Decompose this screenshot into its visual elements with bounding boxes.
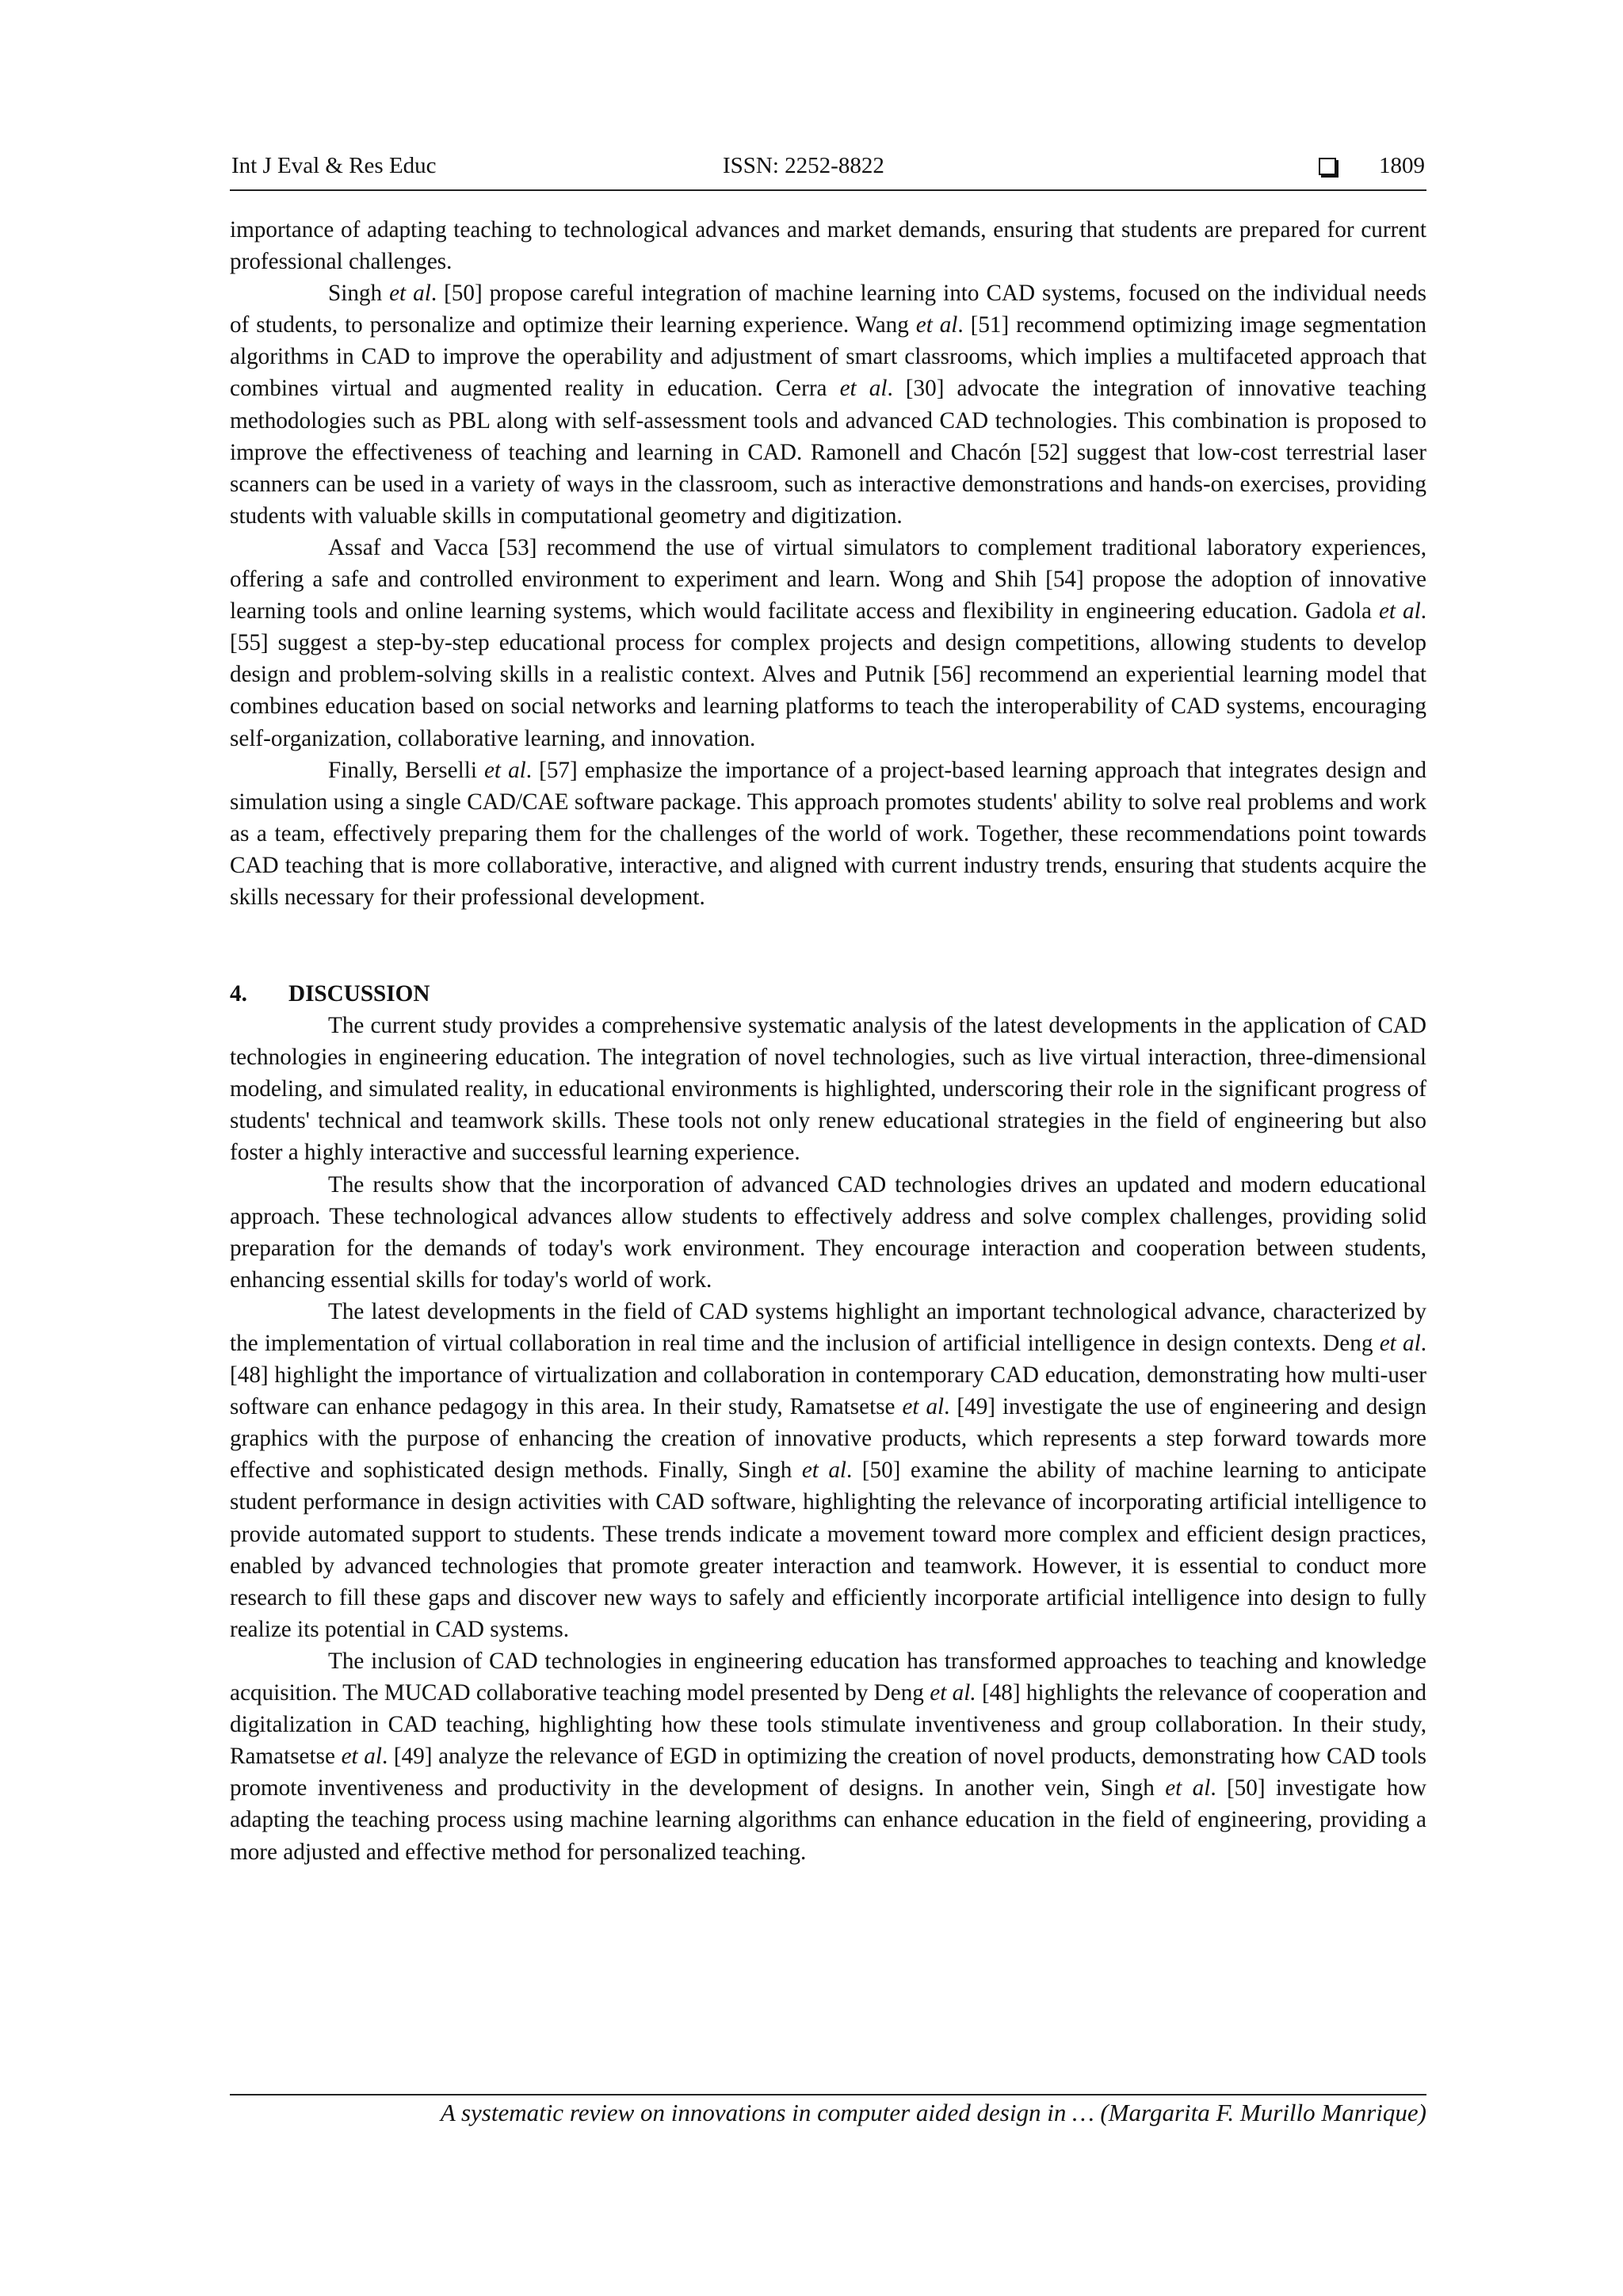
- italic-text: et al: [1378, 598, 1421, 625]
- paragraphs-after-section: [230, 1010, 1426, 1868]
- text-run: The latest developments in the field of CAD systems highlight an important technological advance, characterized by the implementation of virtual collaboration in real time and the inclusion of artificial intelligence in design contexts. Deng: [230, 1298, 1426, 1356]
- section-spacer: [230, 913, 1426, 946]
- paragraph: [230, 532, 1426, 755]
- paragraph: [230, 755, 1426, 913]
- text-run: . [30] advocate the integration of innovative teaching methodologies such as PBL along with self-assessment tools and advanced CAD technologies. This combination is proposed to improve the effectiveness of teaching and learning in CAD. Ramonell and Chacón [52] suggest that low-cost terrestrial laser scanners can be used in a variety of ways in the classroom, such as interactive demonstrations and hands-on exercises, providing students with valuable skills in computational geometry and digitization.: [230, 376, 1426, 529]
- paragraph: [230, 214, 1426, 277]
- italic-text: et al: [1379, 1331, 1421, 1356]
- text-run: [48] highlights the relevance of cooperation and digitalization in CAD teaching, highlighting how these tools stimulate inventiveness and group collaboration. In their study, Ramatsetse: [230, 1680, 1426, 1770]
- page-footer: [230, 2094, 1426, 2127]
- running-title: A systematic review on innovations in computer aided design in … (Margarita F. Murillo Manrique): [440, 2099, 1426, 2126]
- section-heading: [230, 978, 1426, 1010]
- text-run: . [50] propose careful integration of machine learning into CAD systems, focused on the individual needs of students, to personalize and optimize their learning experience. Wang: [230, 281, 1427, 338]
- text-run: . [55] suggest a step-by-step educational process for complex projects and design competitions, allowing students to develop design and problem-solving skills in a realistic context. Alves and Putnik [56] recommend an experiential learning model that combines education based on social networks and learning platforms to teach the interoperability of CAD systems, encouraging self-organization, collaborative learning, and innovation.: [230, 598, 1426, 751]
- text-run: . [49] analyze the relevance of EGD in optimizing the creation of novel products, demonstrating how CAD tools promote inventiveness and productivity in the development of designs. In another vein, Singh: [230, 1744, 1426, 1801]
- square-box-icon: [1319, 158, 1336, 175]
- body-text: [230, 214, 1426, 1868]
- italic-text: et al: [839, 376, 888, 402]
- paragraph: [230, 1010, 1426, 1168]
- text-run: The results show that the incorporation of advanced CAD technologies drives an updated and modern educational approach. These technological advances allow students to effectively address and solve complex challenges, providing solid preparation for the demands of today's work environment. They encourage interaction and cooperation between students, enhancing essential skills for today's world of work.: [230, 1171, 1426, 1293]
- italic-text: et al.: [930, 1680, 976, 1706]
- text-run: . [48] highlight the importance of virtualization and collaboration in contemporary CAD education, demonstrating how multi-user software can enhance pedagogy in this area. In their study, Ramatsetse: [230, 1331, 1426, 1420]
- text-run: . [51] recommend optimizing image segmentation algorithms in CAD to improve the operability and adjustment of smart classrooms, which implies a multifaceted approach that combines virtual and augmented reality in education. Cerra: [230, 312, 1426, 402]
- page-header: [230, 153, 1426, 191]
- text-run: The inclusion of CAD technologies in engineering education has transformed approaches to teaching and knowledge acquisition. The MUCAD collaborative teaching model presented by Deng: [230, 1648, 1426, 1706]
- italic-text: et al: [389, 281, 431, 307]
- section-number: 4.: [230, 981, 247, 1007]
- paragraph: [230, 1645, 1426, 1868]
- text-run: The current study provides a comprehensive systematic analysis of the latest developments in the application of CAD technologies in engineering education. The integration of novel technologies, such as live virtual interaction, three-dimensional modeling, and simulated reality, in educational environments is highlighted, underscoring their role in the significant progress of students' technical and teamwork skills. These tools not only renew educational strategies in the field of engineering but also foster a highly interactive and successful learning experience.: [230, 1013, 1426, 1166]
- section-title: DISCUSSION: [288, 981, 430, 1007]
- journal-name: Int J Eval & Res Educ: [231, 153, 437, 178]
- italic-text: et al: [341, 1744, 382, 1770]
- text-run: Singh: [328, 281, 390, 307]
- text-run: . [57] emphasize the importance of a project-based learning approach that integrates design and simulation using a single CAD/CAE software package. This approach promotes students' ability to solve real problems and work as a team, effectively preparing them for the challenges of the world of work. Together, these recommendations point towards CAD teaching that is more collaborative, interactive, and aligned with current industry trends, ensuring that students acquire the skills necessary for their professional development.: [230, 757, 1426, 910]
- italic-text: et al: [483, 757, 526, 783]
- italic-text: et al: [915, 312, 958, 338]
- text-run: . [49] investigate the use of engineering and design graphics with the purpose of enhancing the creation of innovative products, which represents a step forward towards more effective and sophisticated design methods. Finally, Singh: [230, 1394, 1426, 1484]
- text-run: Finally, Berselli: [328, 757, 484, 783]
- paragraph: [230, 1169, 1426, 1296]
- text-run: . [50] investigate how adapting the teaching process using machine learning algorithms can enhance education in the field of engineering, providing a more adjusted and effective method for personalized teaching.: [230, 1775, 1426, 1865]
- italic-text: et al: [801, 1457, 847, 1484]
- paragraphs-before-section: [230, 214, 1426, 913]
- page-number: 1809: [1379, 153, 1425, 178]
- issn: ISSN: 2252-8822: [723, 153, 884, 178]
- paragraph: [230, 277, 1426, 532]
- italic-text: et al: [1165, 1775, 1211, 1801]
- text-run: Assaf and Vacca [53] recommend the use of virtual simulators to complement traditional laboratory experiences, offering a safe and controlled environment to experiment and learn. Wong and Shih [54] propose the adoption of innovative learning tools and online learning systems, which would facilitate access and flexibility in engineering education. Gadola: [230, 534, 1426, 625]
- paragraph: [230, 1296, 1426, 1645]
- italic-text: et al: [902, 1394, 945, 1420]
- text-run: . [50] examine the ability of machine learning to anticipate student performance in design activities with CAD software, highlighting the relevance of incorporating artificial intelligence to provide automated support to students. These trends indicate a movement toward more complex and efficient design practices, enabled by advanced technologies that promote greater interaction and teamwork. However, it is essential to conduct more research to fill these gaps and discover new ways to safely and efficiently incorporate artificial intelligence into design to fully realize its potential in CAD systems.: [230, 1457, 1426, 1642]
- text-run: importance of adapting teaching to technological advances and market demands, ensuring that students are prepared for current professional challenges.: [230, 217, 1426, 275]
